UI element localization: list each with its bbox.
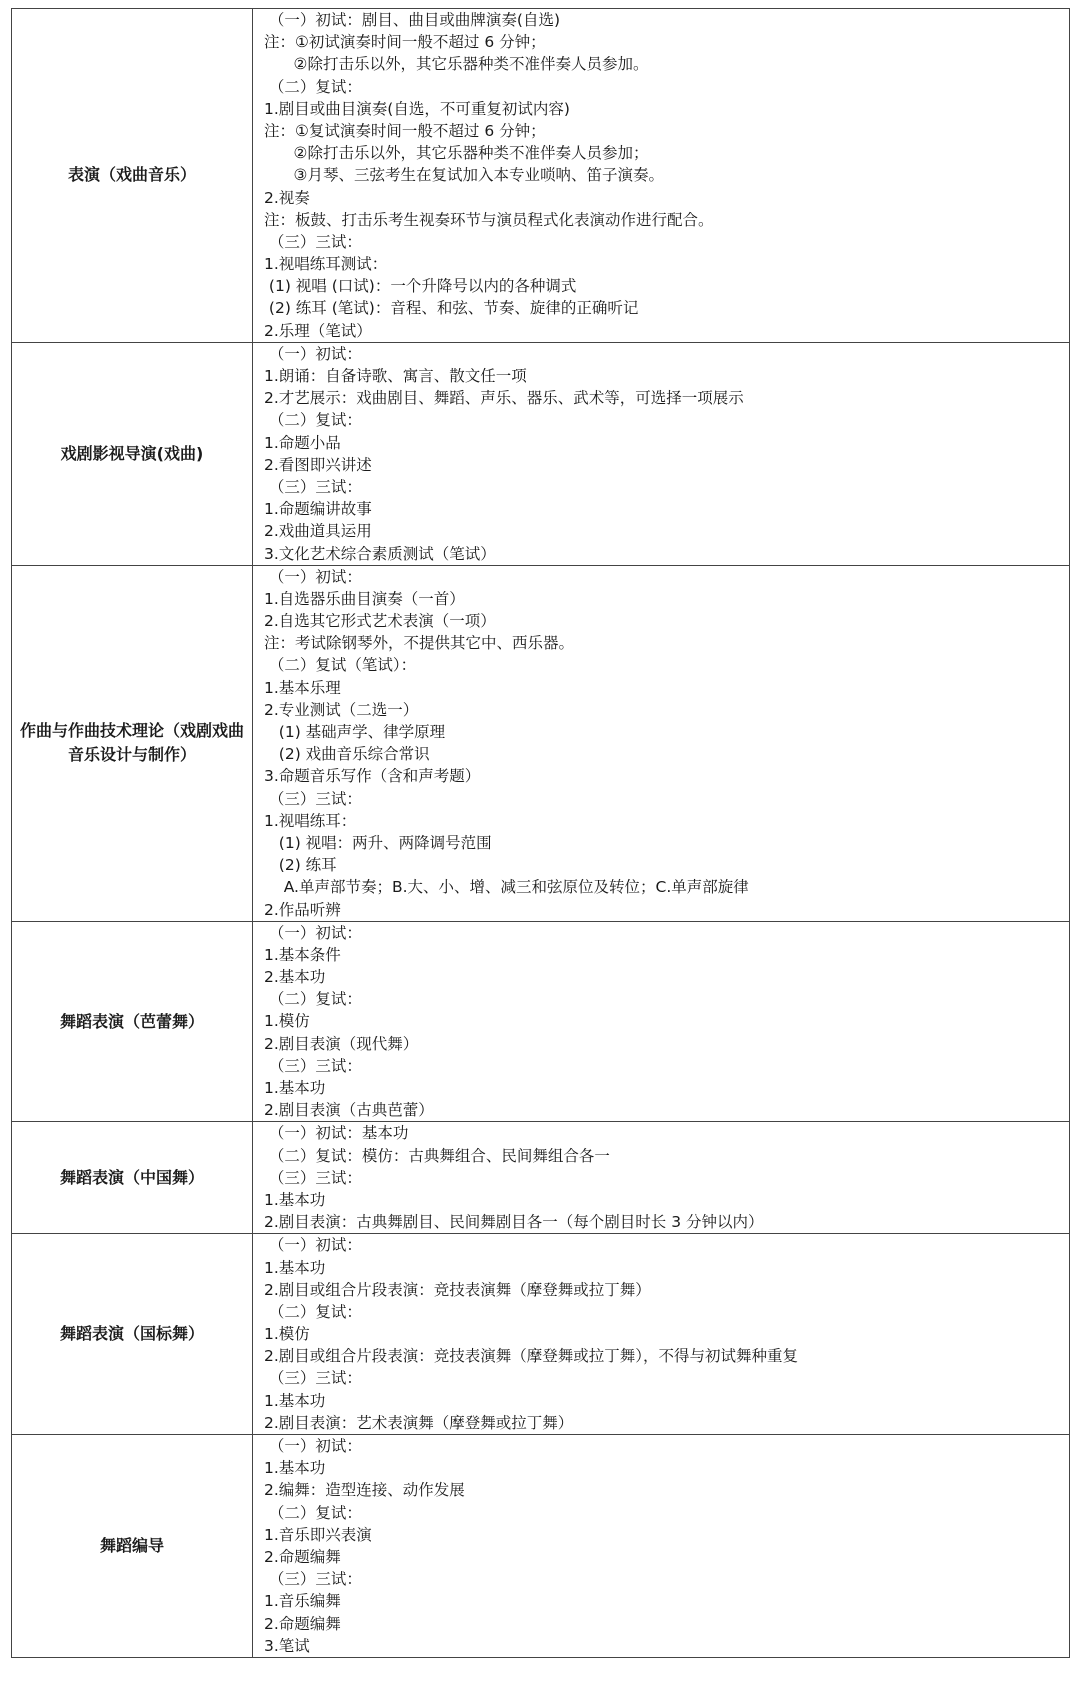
requirement-line: （二）复试：模仿：古典舞组合、民间舞组合各一 [264,1146,610,1165]
table-row [12,342,1070,565]
requirement-line: （三）三试： [264,1168,362,1187]
requirement-line: （三）三试： [264,232,362,251]
requirement-line: 3.命题音乐写作（含和声考题） [264,767,481,786]
major-name: 舞蹈表演（中国舞） [12,1122,253,1234]
requirement-line: 2.作品听辨 [264,900,341,919]
requirement-line: ②除打击乐以外，其它乐器种类不准伴奏人员参加； [264,144,649,163]
exam-content [253,1435,1070,1658]
major-name: 表演（戏曲音乐） [12,9,253,343]
requirement-line: 2.剧目表演：古典舞剧目、民间舞剧目各一（每个剧目时长 3 分钟以内） [264,1213,764,1232]
requirement-line: 注：①初试演奏时间一般不超过 6 分钟； [264,33,546,52]
requirement-line: 1.视唱练耳测试： [264,255,388,274]
table-row [12,1435,1070,1658]
requirement-line: （三）三试： [264,477,362,496]
requirement-line: （一）初试： [264,1236,362,1255]
requirement-line: (1) 视唱 (口试)：一个升降号以内的各种调式 [264,277,577,296]
exam-content [253,1234,1070,1435]
requirement-line: （三）三试： [264,1056,362,1075]
requirement-line: (2) 戏曲音乐综合常识 [264,745,430,764]
requirement-line: 1.命题编讲故事 [264,500,372,519]
requirement-line: （一）初试： [264,567,362,586]
requirement-line: 2.剧目表演（现代舞） [264,1034,419,1053]
requirement-line: 2.命题编舞 [264,1547,341,1566]
requirement-line: 1.基本乐理 [264,678,341,697]
requirement-line: （三）三试： [264,789,362,808]
requirement-line: (2) 练耳 [264,856,337,875]
requirement-line: 1.模仿 [264,1012,310,1031]
requirement-line: (2) 练耳 (笔试)：音程、和弦、节奏、旋律的正确听记 [264,299,639,318]
requirement-line: 2.视奏 [264,188,310,207]
major-name: 戏剧影视导演(戏曲) [12,342,253,565]
table-row [12,9,1070,343]
requirement-line: 2.才艺展示：戏曲剧目、舞蹈、声乐、器乐、武术等，可选择一项展示 [264,389,744,408]
requirement-line: （一）初试：剧目、曲目或曲牌演奏(自选) [264,11,561,29]
requirement-line: （二）复试： [264,1302,362,1321]
table-row [12,1234,1070,1435]
requirement-line: 1.基本功 [264,1459,326,1478]
requirement-line: 2.专业测试（二选一） [264,700,419,719]
requirement-line: 2.剧目表演（古典芭蕾） [264,1101,434,1120]
requirement-line: 1.基本条件 [264,945,341,964]
table-row [12,921,1070,1122]
requirement-line: 2.剧目表演：艺术表演舞（摩登舞或拉丁舞） [264,1413,574,1432]
requirement-line: （一）初试： [264,1437,362,1455]
requirement-line: （二）复试： [264,411,362,430]
requirement-line: （二）复试： [264,990,362,1009]
requirement-line: 1.音乐即兴表演 [264,1525,372,1544]
requirement-line: 1.命题小品 [264,433,341,452]
requirement-line: 1.自选器乐曲目演奏（一首） [264,589,465,608]
requirement-line: 3.笔试 [264,1636,310,1655]
requirement-line: 1.视唱练耳： [264,811,357,830]
requirement-line: （一）初试： [264,344,362,363]
requirement-line: 1.音乐编舞 [264,1592,341,1611]
requirement-line: 注：①复试演奏时间一般不超过 6 分钟； [264,121,546,140]
major-name: 舞蹈编导 [12,1435,253,1658]
requirement-line: 2.剧目或组合片段表演：竞技表演舞（摩登舞或拉丁舞） [264,1280,651,1299]
requirement-line: ②除打击乐以外，其它乐器种类不准伴奏人员参加。 [264,55,649,74]
exam-content [253,342,1070,565]
requirement-line: 注：考试除钢琴外，不提供其它中、西乐器。 [264,634,575,653]
requirement-line: 1.基本功 [264,1258,326,1277]
requirement-line: 2.剧目或组合片段表演：竞技表演舞（摩登舞或拉丁舞），不得与初试舞种重复 [264,1347,799,1366]
requirement-line: 2.看图即兴讲述 [264,455,372,474]
requirement-line: 3.文化艺术综合素质测试（笔试） [264,544,496,563]
table-body [12,9,1070,1658]
table-row [12,565,1070,921]
requirement-line: （二）复试： [264,1503,362,1522]
requirement-line: 2.编舞：造型连接、动作发展 [264,1481,465,1500]
requirement-line: ③月琴、三弦考生在复试加入本专业唢呐、笛子演奏。 [264,166,664,185]
requirement-line: 1.基本功 [264,1079,326,1097]
major-name: 舞蹈表演（国标舞） [12,1234,253,1435]
requirement-line: 注：板鼓、打击乐考生视奏环节与演员程式化表演动作进行配合。 [264,210,714,229]
exam-content [253,1122,1070,1234]
requirement-line: 2.戏曲道具运用 [264,522,372,541]
requirement-line: 2.命题编舞 [264,1614,341,1633]
requirement-line: 1.朗诵：自备诗歌、寓言、散文任一项 [264,367,527,385]
requirement-line: （二）复试： [264,77,362,96]
exam-content [253,565,1070,921]
requirement-line: 1.剧目或曲目演奏(自选，不可重复初试内容) [264,99,570,118]
requirement-line: 1.基本功 [264,1190,326,1209]
requirement-line: （一）初试： [264,923,362,942]
requirement-line: 2.乐理（笔试） [264,321,372,340]
exam-content [253,921,1070,1122]
exam-content [253,9,1070,343]
exam-requirements-table [11,8,1070,1658]
requirement-line: （二）复试（笔试）： [264,656,417,675]
requirement-line: 2.基本功 [264,968,326,987]
requirement-line: （三）三试： [264,1570,362,1589]
requirement-line: （一）初试：基本功 [264,1124,409,1143]
major-name: 舞蹈表演（芭蕾舞） [12,921,253,1122]
requirement-line: 1.模仿 [264,1325,310,1344]
requirement-line: （三）三试： [264,1369,362,1388]
requirement-line: (1) 基础声学、律学原理 [264,723,446,741]
requirement-line: 1.基本功 [264,1391,326,1410]
major-name: 作曲与作曲技术理论（戏剧戏曲音乐设计与制作） [12,565,253,921]
requirement-line: (1) 视唱：两升、两降调号范围 [264,833,492,852]
table-row [12,1122,1070,1234]
requirement-line: A.单声部节奏；B.大、小、增、减三和弦原位及转位；C.单声部旋律 [264,878,749,897]
requirement-line: 2.自选其它形式艺术表演（一项） [264,612,496,631]
